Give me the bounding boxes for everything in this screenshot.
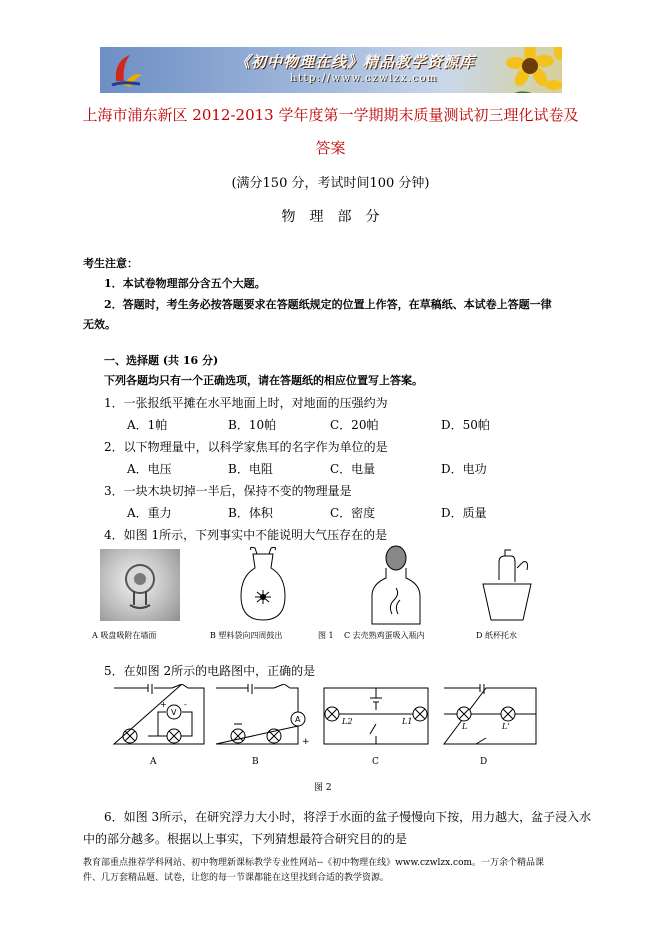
notice-item-1: 1．本试卷物理部分含五个大题。 xyxy=(104,277,266,290)
circuit-a-minus: - xyxy=(184,700,187,709)
figure-1-caption-a: A 吸盘吸附在墙面 xyxy=(92,631,157,640)
question-3-stem: 3．一块木块切掉一半后，保持不变的物理量是 xyxy=(104,484,352,498)
figure-1-caption-b: B 塑料袋向四周鼓出 xyxy=(210,631,283,640)
lamp-l-label: L xyxy=(462,722,468,731)
circuit-c-label: C xyxy=(372,757,379,767)
footer-line1: 教育部重点推荐学科网站、初中物理新课标教学专业性网站--《初中物理在线》www.czwlzx.com。一万余个精品课 xyxy=(83,858,545,868)
figure-2-caption: 图 2 xyxy=(314,783,332,793)
question-1-stem: 1．一张报纸平摊在水平地面上时，对地面的压强约为 xyxy=(104,396,388,410)
circuit-c-diagram xyxy=(320,684,432,748)
question-3-option-d: D．质量 xyxy=(441,506,487,520)
question-2-option-c: C．电量 xyxy=(330,462,376,476)
circuit-a-label: A xyxy=(150,757,157,767)
notice-heading: 考生注意： xyxy=(83,257,138,270)
question-3-option-b: B．体积 xyxy=(228,506,273,520)
banner-title: 《初中物理在线》精品教学资源库 xyxy=(235,53,476,71)
exam-meta: (满分150 分，考试时间100 分钟) xyxy=(231,176,430,191)
suction-cup-icon xyxy=(100,549,180,621)
circuit-d-diagram xyxy=(440,684,540,748)
figure-1-a-image xyxy=(100,549,180,621)
circuit-a-plus: + xyxy=(160,700,167,709)
circuit-b-diagram xyxy=(212,684,312,748)
notice-item-2: 2．答题时，考生务必按答题要求在答题纸规定的位置上作答，在草稿纸、本试卷上答题一律 xyxy=(104,298,552,311)
figure-1-b-bag-icon xyxy=(233,546,293,626)
question-2-option-a: A．电压 xyxy=(127,462,172,476)
exam-title-line2: 答案 xyxy=(315,139,346,157)
question-1-option-d: D．50帕 xyxy=(441,418,490,432)
circuit-d-label: D xyxy=(480,757,488,767)
notice-item-2-cont: 无效。 xyxy=(83,318,116,331)
question-5-stem: 5．在如图 2所示的电路图中，正确的是 xyxy=(104,664,316,678)
site-logo-icon xyxy=(110,51,144,89)
question-3-option-c: C．密度 xyxy=(330,506,376,520)
question-6-line1: 6．如图 3所示，在研究浮力大小时，将浮于水面的盆子慢慢向下按，用力越大，盆子浸入水 xyxy=(104,810,592,824)
figure-1-label: 图 1 xyxy=(318,631,334,640)
voltmeter-label: V xyxy=(171,708,177,717)
footer-line2: 件、几万套精品题、试卷，让您的每一节课都能在这里找到合适的教学资源。 xyxy=(83,873,390,883)
exam-title-line1: 上海市浦东新区 2012-2013 学年度第一学期期末质量测试初三理化试卷及 xyxy=(82,106,579,124)
circuit-b-label: B xyxy=(252,757,259,767)
figure-1-caption-c: C 去壳熟鸡蛋吸入瓶内 xyxy=(344,631,425,640)
figure-1-c-bottle-icon xyxy=(366,544,426,628)
part1-heading: 一、选择题 (共 16 分) xyxy=(104,354,219,367)
question-1-option-c: C．20帕 xyxy=(330,418,379,432)
figure-1-d-cup-icon xyxy=(477,546,537,626)
ammeter-label: A xyxy=(295,715,301,724)
lamp-l-prime-label: L' xyxy=(502,722,510,731)
question-2-option-b: B．电阻 xyxy=(228,462,273,476)
question-3-option-a: A．重力 xyxy=(127,506,172,520)
question-2-option-d: D．电功 xyxy=(441,462,487,476)
lamp-l1-label: L1 xyxy=(402,717,413,726)
banner-url[interactable]: http://www.czwlzx.com xyxy=(290,73,438,84)
section-heading: 物 理 部 分 xyxy=(281,209,380,225)
site-banner xyxy=(100,47,562,93)
lamp-l2-label: L2 xyxy=(342,717,353,726)
part1-instruction: 下列各题均只有一个正确选项，请在答题纸的相应位置写上答案。 xyxy=(104,374,423,387)
figure-1-caption-d: D 纸杯托水 xyxy=(476,631,517,640)
circuit-a-diagram xyxy=(108,684,208,748)
sunflower-icon xyxy=(500,47,562,93)
question-2-stem: 2．以下物理量中，以科学家焦耳的名字作为单位的是 xyxy=(104,440,388,454)
question-6-line2: 中的部分越多。根据以上事实，下列猜想最符合研究目的的是 xyxy=(83,832,408,846)
circuit-b-plus: + xyxy=(302,737,310,747)
question-1-option-b: B．10帕 xyxy=(228,418,277,432)
question-4-stem: 4．如图 1所示，下列事实中不能说明大气压存在的是 xyxy=(104,528,388,542)
question-1-option-a: A．1帕 xyxy=(127,418,168,432)
